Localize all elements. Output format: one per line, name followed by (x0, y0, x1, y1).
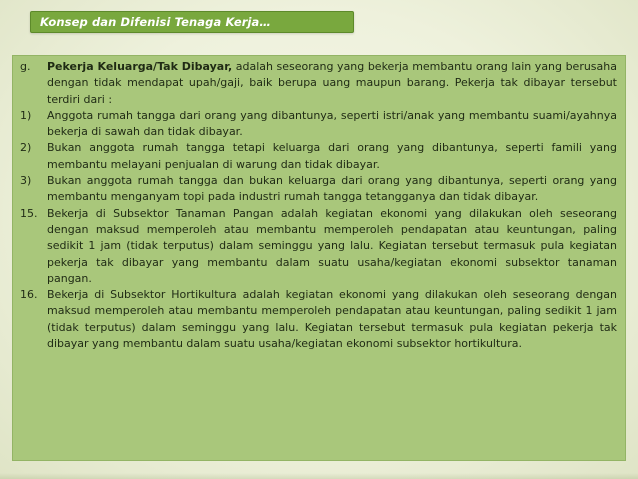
item-text: Anggota rumah tangga dari orang yang dibantunya, seperti istri/anak yang membantu suami/ayahnya bekerja di sawah dan tidak dibayar. (47, 108, 617, 139)
list-item (20, 206, 617, 287)
content-box (12, 55, 626, 461)
definition-list (20, 59, 617, 352)
list-marker: 1) (20, 108, 32, 122)
list-marker: g. (20, 60, 31, 73)
list-marker: 3) (20, 174, 32, 188)
item-text: Bekerja di Subsektor Hortikultura adalah kegiatan ekonomi yang dilakukan oleh seseorang dengan maksud memperoleh atau membantu memperoleh pendapatan atau keuntungan, paling sedikit 1 jam (tidak terputus) dalam seminggu yang lalu. Kegiatan tersebut termasuk pula kegiatan pekerja tak dibayar yang membantu dalam suatu usaha/kegiatan ekonomi subsektor hortikultura. (47, 288, 617, 351)
item-lead: Pekerja Keluarga/Tak Dibayar, (47, 60, 233, 73)
item-text: Bukan anggota rumah tangga tetapi keluarga dari orang yang dibantunya, seperti famili yang membantu melayani penjualan di warung dan tidak dibayar. (47, 141, 617, 171)
slide-title: Konsep dan Difenisi Tenaga Kerja… (40, 15, 272, 29)
item-text: adalah seseorang yang bekerja membantu orang lain yang berusaha dengan tidak mendapat upah/gaji, baik berupa uang maupun barang. Pekerja tak dibayar tersebut terdiri dari : (47, 60, 617, 106)
list-marker: 15. (20, 206, 38, 220)
list-marker: 16. (20, 288, 38, 302)
item-text: Bekerja di Subsektor Tanaman Pangan adalah kegiatan ekonomi yang dilakukan oleh seseorang dengan maksud memperoleh atau membantu memperoleh pendapatan atau keuntungan, paling sedikit 1 jam (tidak terputus) dalam seminggu yang lalu. Kegiatan tersebut termasuk pula kegiatan pekerja tak dibayar yang membantu dalam suatu usaha/kegiatan ekonomi subsektor tanaman pangan. (47, 206, 617, 285)
slide-bottom-shade (0, 473, 638, 479)
list-marker: 2) (20, 141, 32, 155)
item-text: Bukan anggota rumah tangga dan bukan keluarga dari orang yang dibantunya, seperti orang yang membantu menganyam topi pada industri rumah tangga tetangganya dan tidak dibayar. (47, 174, 617, 204)
list-item (20, 59, 617, 108)
list-item (20, 108, 617, 141)
list-item (20, 140, 617, 173)
list-item (20, 173, 617, 206)
list-item (20, 287, 617, 352)
title-box (30, 11, 354, 33)
